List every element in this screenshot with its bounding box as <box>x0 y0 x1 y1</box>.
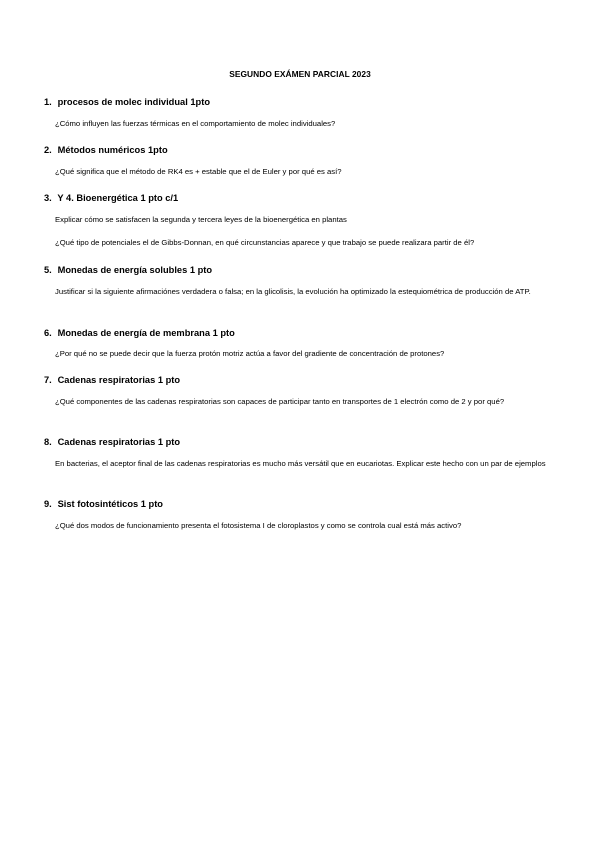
question-text: ¿Qué significa que el método de RK4 es + estable que el de Euler y por qué es así? <box>55 167 342 176</box>
section-heading <box>44 328 235 338</box>
section-heading <box>44 499 163 509</box>
question-text: Explicar cómo se satisfacen la segunda y tercera leyes de la bioenergética en plantas <box>55 215 347 224</box>
section-title: Métodos numéricos 1pto <box>57 145 168 155</box>
question-text: ¿Qué dos modos de funcionamiento presenta el fotosistema I de cloroplastos y como se controla cual está más activo? <box>55 521 462 530</box>
section-heading <box>44 437 180 447</box>
section-title: procesos de molec individual 1pto <box>57 97 210 107</box>
question-text: ¿Qué tipo de potenciales el de Gibbs-Donnan, en qué circunstancias aparece y que trabajo se puede realizara partir de él? <box>55 238 475 247</box>
section-number: 8. <box>44 437 52 447</box>
section-heading <box>44 375 180 385</box>
section-heading <box>44 193 178 203</box>
question-text: ¿Qué componentes de las cadenas respiratorias son capaces de participar tanto en transportes de 1 electrón como de 2 y por qué? <box>55 397 505 406</box>
section-heading <box>44 97 210 107</box>
section-number: 2. <box>44 145 52 155</box>
section-number: 5. <box>44 265 52 275</box>
question-text: ¿Por qué no se puede decir que la fuerza protón motriz actúa a favor del gradiente de concentración de protones? <box>55 349 445 358</box>
section-title: Monedas de energía solubles 1 pto <box>57 265 213 275</box>
section-heading <box>44 265 212 275</box>
section-title: Cadenas respiratorias 1 pto <box>57 375 181 385</box>
section-title: Sist fotosintéticos 1 pto <box>57 499 163 509</box>
section-title: Cadenas respiratorias 1 pto <box>57 437 181 447</box>
section-number: 1. <box>44 97 52 107</box>
question-text: En bacterias, el aceptor final de las cadenas respiratorias es mucho más versátil que en eucariotas. Explicar este hecho con un par de ejemplos <box>55 459 546 468</box>
section-title: Monedas de energía de membrana 1 pto <box>57 328 235 338</box>
section-number: 9. <box>44 499 52 509</box>
section-number: 6. <box>44 328 52 338</box>
exam-title: SEGUNDO EXÁMEN PARCIAL 2023 <box>229 69 371 79</box>
question-text: ¿Cómo influyen las fuerzas térmicas en el comportamiento de molec individuales? <box>55 119 336 128</box>
section-number: 7. <box>44 375 52 385</box>
section-heading <box>44 145 168 155</box>
question-text: Justificar si la siguiente afirmaciónes verdadera o falsa; en la glicolisis, la evolución ha optimizado la estequiométrica de producción de ATP. <box>55 287 531 296</box>
section-title: Y 4. Bioenergética 1 pto c/1 <box>57 193 179 203</box>
section-number: 3. <box>44 193 52 203</box>
